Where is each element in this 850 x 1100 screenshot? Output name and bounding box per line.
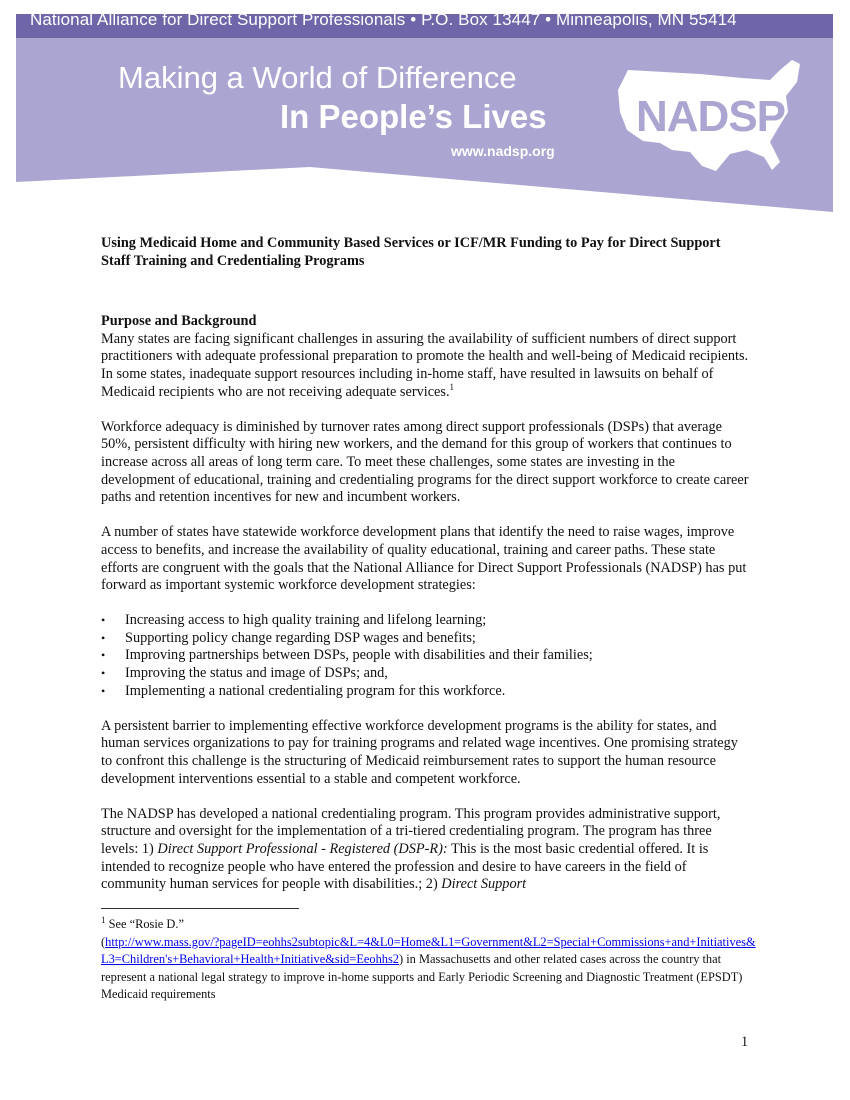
paragraph-2: Workforce adequacy is diminished by turnover rates among direct support professionals (DSPs) that average 50%, persistent difficulty with hiring new workers, and the demand for this group of workers that continues to increase across all areas of long term care. To meet these challenges, some states are investing in the development of educational, training and credentialing programs for the direct support workforce to create career paths and retention incentives for new and incumbent workers. xyxy=(101,418,749,506)
bullet-icon: • xyxy=(101,613,106,628)
list-item-text: Supporting policy change regarding DSP wages and benefits; xyxy=(125,629,476,646)
list-item xyxy=(101,647,751,665)
bullet-icon: • xyxy=(101,630,106,645)
list-item xyxy=(101,630,751,648)
paragraph-5-text-a: The NADSP has developed a national credentialing program. This program provides administrative support, structure and oversight for the implementation of a tri-tiered credentialing program. The program has three levels: 1) xyxy=(101,805,721,857)
org-address-line: National Alliance for Direct Support Professionals • P.O. Box 13447 • Minneapolis, MN 55414 xyxy=(30,10,737,29)
bullet-icon: • xyxy=(101,648,106,663)
tagline-line-1: Making a World of Difference xyxy=(118,60,517,95)
paragraph-1-text: Many states are facing significant challenges in assuring the availability of sufficient numbers of direct support practitioners with adequate professional preparation to promote the health and well-being of Medicaid recipients. In some states, inadequate support resources including in-home staff, have resulted in lawsuits on behalf of Medicaid recipients who are not receiving adequate services. xyxy=(101,330,749,400)
bullet-icon: • xyxy=(101,666,106,681)
paragraph-3: A number of states have statewide workforce development plans that identify the need to raise wages, improve access to benefits, and increase the availability of quality educational, training and career paths. These state efforts are congruent with the goals that the National Alliance for Direct Support Professionals (NADSP) has put forward as important systemic workforce development strategies: xyxy=(101,524,747,594)
list-item-text: Increasing access to high quality training and lifelong learning; xyxy=(125,612,487,629)
footnote-intro: See “Rosie D.” xyxy=(105,917,184,931)
nadsp-logo: NADSP xyxy=(636,92,786,141)
footnote-open-paren: ( xyxy=(101,934,106,949)
strategy-list xyxy=(101,612,751,700)
document-title: Using Medicaid Home and Community Based Services or ICF/MR Funding to Pay for Direct Support Staff Training and Credentialing Programs xyxy=(101,235,721,269)
footnote-divider xyxy=(101,908,299,909)
list-item-text: Implementing a national credentialing program for this workforce. xyxy=(125,682,506,699)
list-item-text: Improving the status and image of DSPs; and, xyxy=(125,665,388,682)
paragraph-4: A persistent barrier to implementing effective workforce development programs is the ability for states, and human services organizations to pay for training programs and related wage incentives. One promising strategy to confront this challenge is the structuring of Medicaid reimbursement rates to support the human resource development interventions essential to a stable and competent workforce. xyxy=(101,717,738,787)
page-number: 1 xyxy=(741,1034,749,1050)
section-heading: Purpose and Background xyxy=(101,313,257,330)
dsp-r-level-label: Direct Support Professional - Registered (DSP-R): xyxy=(157,841,448,857)
paragraph-5 xyxy=(101,806,751,894)
direct-support-label: Direct Support xyxy=(441,876,527,893)
list-item-text: Improving partnerships between DSPs, people with disabilities and their families; xyxy=(125,647,593,664)
footnote-text: ) in Massachusetts and other related cases across the country that represent a national legal strategy to improve in-home supports and Early Periodic Screening and Diagnostic Treatment (EPSDT) Medicaid requirements xyxy=(101,952,743,1001)
list-item xyxy=(101,665,751,683)
bullet-icon: • xyxy=(101,683,106,698)
footnote-marker: 1 xyxy=(101,914,106,925)
header-banner xyxy=(0,0,850,215)
tagline-line-2: In People’s Lives xyxy=(280,98,547,135)
list-item xyxy=(101,612,751,630)
footnote-reference[interactable]: 1 xyxy=(449,381,455,392)
list-item xyxy=(101,683,751,701)
website-link[interactable]: www.nadsp.org xyxy=(451,143,555,159)
footnote-link[interactable]: http://www.mass.gov/?pageID=eohhs2subtopic&L=4&L0=Home&L1=Government&L2=Special+Commissions+and+Initiatives&L3=Children's+Behavioral+Health+Initiative&sid=Eeohhs2 xyxy=(101,934,756,966)
paragraph-1 xyxy=(101,331,751,401)
paragraph-5-text-b: This is the most basic credential offered. It is intended to recognize people who have entered the profession and desire to have careers in the field of community human services for people with disabilities.; 2) xyxy=(101,841,709,893)
footnote xyxy=(101,916,761,1004)
document-body xyxy=(101,235,751,911)
